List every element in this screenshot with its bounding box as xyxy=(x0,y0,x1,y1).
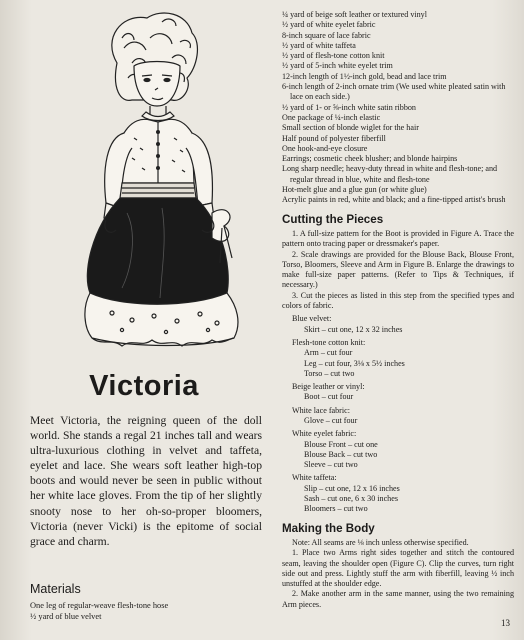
fabric-group xyxy=(282,382,514,403)
cut-item: Arm – cut four xyxy=(304,348,353,358)
materials-heading: Materials xyxy=(30,582,81,596)
victoria-doll-illustration xyxy=(62,8,262,353)
cutting-step: 3. Cut the pieces as listed in this step from the specified types and colors of fabric. xyxy=(282,290,514,311)
list-item: ½ yard of 5-inch white eyelet trim xyxy=(282,61,393,71)
list-item: Small section of blonde wiglet for the hair xyxy=(282,123,419,133)
list-item: ½ yard of blue velvet xyxy=(30,612,102,621)
materials-list-right xyxy=(282,10,514,206)
making-step: 2. Make another arm in the same manner, using the two remaining Arm pieces. xyxy=(282,589,514,609)
fabric-name: Beige leather or vinyl: xyxy=(292,382,365,392)
fabric-group xyxy=(282,338,514,379)
fabric-group xyxy=(282,406,514,427)
fabric-name: White eyelet fabric: xyxy=(292,429,357,439)
cut-item: Sleeve – cut two xyxy=(304,460,358,470)
cutting-step: 1. A full-size pattern for the Boot is provided in Figure A. Trace the pattern onto tracing paper or dressmaker's paper. xyxy=(282,228,514,249)
page-title: Victoria xyxy=(89,370,199,402)
cut-item: Torso – cut two xyxy=(304,368,355,378)
list-item: One hook-and-eye closure xyxy=(282,143,368,153)
cut-item: Bloomers – cut two xyxy=(304,504,368,514)
list-item: ¼ yard of beige soft leather or textured vinyl xyxy=(282,10,427,19)
making-note: Note: All seams are ⅛ inch unless otherwise specified. xyxy=(292,537,469,547)
list-item: Acrylic paints in red, white and black; and a fine-tipped artist's brush xyxy=(282,195,506,205)
list-item: One package of ¼-inch elastic xyxy=(282,112,381,122)
cut-item: Blouse Front – cut one xyxy=(304,439,378,449)
fabric-name: Flesh-tone cotton knit: xyxy=(292,337,366,347)
fabric-group xyxy=(282,314,514,335)
list-item: One leg of regular-weave flesh-tone hose xyxy=(30,601,169,610)
intro-paragraph: Meet Victoria, the reigning queen of the doll world. She stands a regal 21 inches tall and wears ultra-luxurious clothing in velvet and taffeta, eyelet and lace. She wears soft leather high-top boots and would never be seen in public without her white lace gloves. From the tip of her slightly snooty nose to her oh-so-proper bloomers, Victoria (never Vicki) is the epitome of social grace and charm. xyxy=(30,414,262,548)
list-item: Long sharp needle; heavy-duty thread in white and flesh-tone; and regular thread in blue, white and flesh-tone xyxy=(282,164,498,184)
cut-item: Blouse Back – cut two xyxy=(304,449,378,459)
page-number: 13 xyxy=(501,618,510,628)
list-item: Hot-melt glue and a glue gun (or white glue) xyxy=(282,185,427,195)
fabric-group xyxy=(282,429,514,470)
list-item: ½ yard of white taffeta xyxy=(282,40,356,50)
list-item: ½ yard of flesh-tone cotton knit xyxy=(282,51,385,61)
list-item: Earrings; cosmetic cheek blusher; and blonde hairpins xyxy=(282,154,458,164)
fabric-group xyxy=(282,473,514,514)
materials-list-left xyxy=(30,600,262,622)
cut-item: Leg – cut four, 3⅛ x 5½ inches xyxy=(304,358,405,368)
list-item: ½ yard of white eyelet fabric xyxy=(282,20,376,30)
cut-item: Glove – cut four xyxy=(304,415,358,425)
cutting-heading: Cutting the Pieces xyxy=(282,212,384,226)
list-item: 6-inch length of 2-inch ornate trim (We used white pleated satin with lace on each side.) xyxy=(282,82,506,102)
making-step: 1. Place two Arms right sides together and stitch the contoured seam, leaving the shoulder open (Figure C). Clip the curves, turn right side out and press. Lightly stuff the arm with fiberfill, leaving ½ inch unstuffed at the shoulder edge. xyxy=(282,548,514,589)
list-item: 12-inch length of 1½-inch gold, bead and lace trim xyxy=(282,71,447,81)
fabric-name: Blue velvet: xyxy=(292,314,332,324)
cut-item: Boot – cut four xyxy=(304,392,354,402)
fabric-name: White lace fabric: xyxy=(292,405,350,415)
fabric-name: White taffeta: xyxy=(292,473,337,483)
list-item: ½ yard of 1- or ⅝-inch white satin ribbon xyxy=(282,102,416,112)
cut-item: Sash – cut one, 6 x 30 inches xyxy=(304,494,398,504)
list-item: 8-inch square of lace fabric xyxy=(282,30,371,40)
making-heading: Making the Body xyxy=(282,521,375,535)
list-item: Half pound of polyester fiberfill xyxy=(282,133,386,143)
cut-item: Skirt – cut one, 12 x 32 inches xyxy=(304,324,403,334)
right-column xyxy=(282,10,514,610)
cut-item: Slip – cut one, 12 x 16 inches xyxy=(304,483,400,493)
cutting-step: 2. Scale drawings are provided for the Blouse Back, Blouse Front, Torso, Bloomers, Sleeve and Arm in Figure B. Enlarge the drawings to make full-size paper patterns. (Refer to Tips & Techniques, if necessary.) xyxy=(282,249,514,290)
